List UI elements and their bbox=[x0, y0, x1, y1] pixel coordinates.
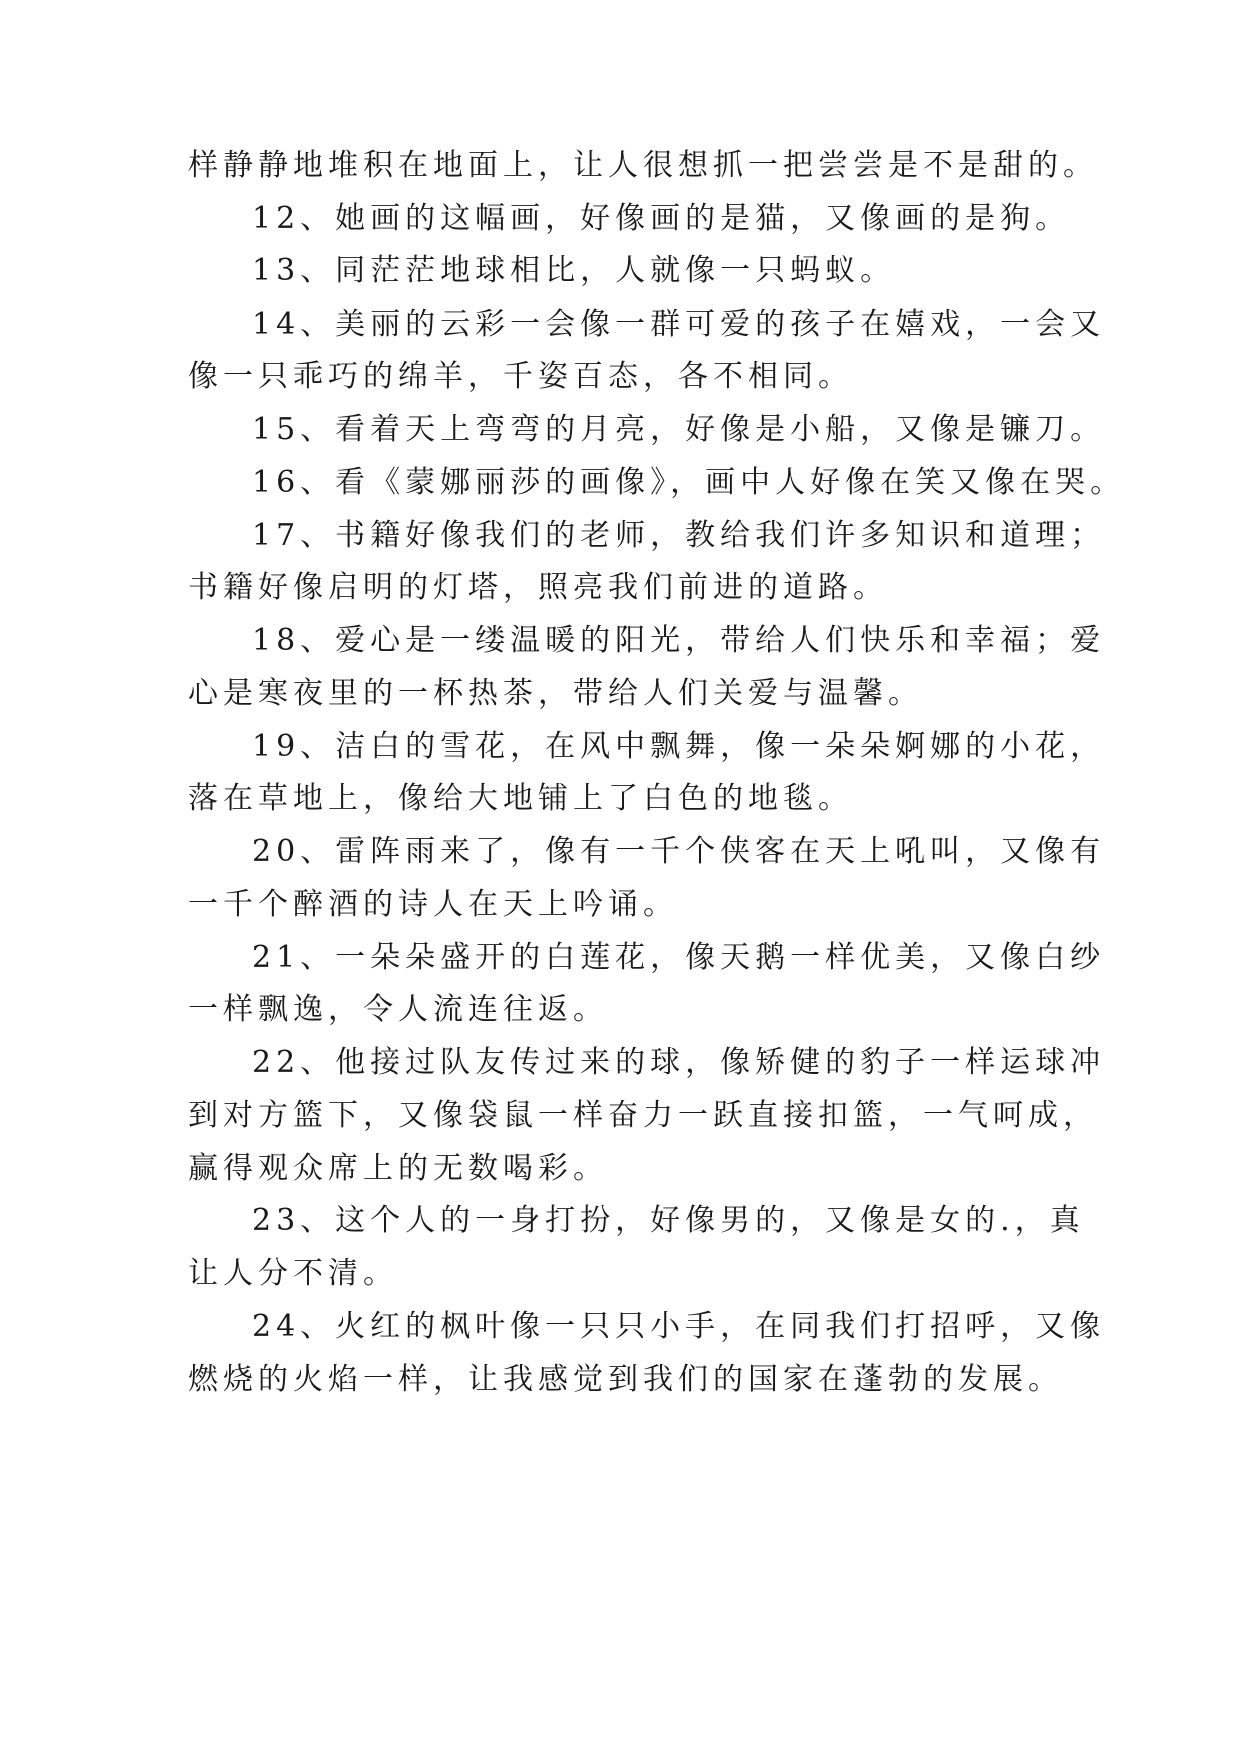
text-line: 17、书籍好像我们的老师，教给我们许多知识和道理； bbox=[252, 518, 1106, 553]
text-line: 15、看着天上弯弯的月亮，好像是小船，又像是镰刀。 bbox=[252, 412, 1106, 447]
text-line: 让人分不清。 bbox=[188, 1256, 398, 1291]
text-line: 18、爱心是一缕温暖的阳光，带给人们快乐和幸福；爱 bbox=[252, 623, 1106, 658]
text-line: 19、洁白的雪花，在风中飘舞，像一朵朵婀娜的小花， bbox=[252, 729, 1106, 764]
text-line: 22、他接过队友传过来的球，像矫健的豹子一样运球冲 bbox=[252, 1045, 1106, 1080]
text-line: 燃烧的火焰一样，让我感觉到我们的国家在蓬勃的发展。 bbox=[188, 1362, 1063, 1397]
text-line: 14、美丽的云彩一会像一群可爱的孩子在嬉戏，一会又 bbox=[252, 307, 1106, 342]
text-line: 书籍好像启明的灯塔，照亮我们前进的道路。 bbox=[188, 570, 888, 605]
text-line: 样静静地堆积在地面上，让人很想抓一把尝尝是不是甜的。 bbox=[188, 148, 1098, 183]
text-line: 12、她画的这幅画，好像画的是猫，又像画的是狗。 bbox=[252, 201, 1071, 236]
text-line: 一样飘逸，令人流连往返。 bbox=[188, 992, 608, 1027]
text-line: 24、火红的枫叶像一只只小手，在同我们打招呼，又像 bbox=[252, 1309, 1106, 1344]
text-line: 13、同茫茫地球相比，人就像一只蚂蚁。 bbox=[252, 253, 896, 288]
text-line: 心是寒夜里的一杯热茶，带给人们关爱与温馨。 bbox=[188, 676, 923, 711]
text-line: 一千个醉酒的诗人在天上吟诵。 bbox=[188, 887, 678, 922]
text-line: 21、一朵朵盛开的白莲花，像天鹅一样优美，又像白纱 bbox=[252, 940, 1106, 975]
text-line: 16、看《蒙娜丽莎的画像》，画中人好像在笑又像在哭。 bbox=[252, 465, 1126, 500]
text-line: 20、雷阵雨来了，像有一千个侠客在天上吼叫，又像有 bbox=[252, 834, 1106, 869]
text-line: 23、这个人的一身打扮，好像男的，又像是女的.，真 bbox=[252, 1203, 1085, 1238]
text-line: 到对方篮下，又像袋鼠一样奋力一跃直接扣篮，一气呵成， bbox=[188, 1098, 1098, 1133]
text-line: 赢得观众席上的无数喝彩。 bbox=[188, 1151, 608, 1186]
text-line: 落在草地上，像给大地铺上了白色的地毯。 bbox=[188, 781, 853, 816]
text-line: 像一只乖巧的绵羊，千姿百态，各不相同。 bbox=[188, 359, 853, 394]
